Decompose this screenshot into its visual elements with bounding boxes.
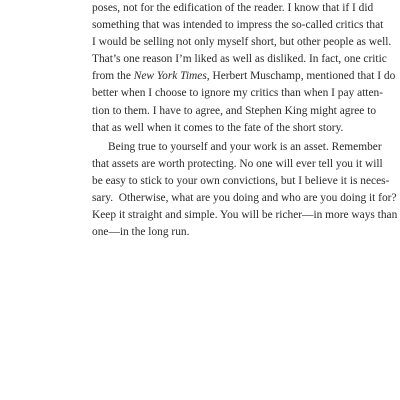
line-5-prefix: from the	[92, 70, 134, 83]
paragraph-1-line-3: I would be selling not only myself short, but other people as well.	[92, 36, 392, 49]
paragraph-2	[92, 139, 398, 242]
paragraph-1-line-5	[92, 68, 396, 85]
paragraph-1	[92, 0, 396, 137]
publication-title: New York Times	[133, 70, 207, 83]
line-5-suffix: , Herbert Muschamp, mentioned that I do	[206, 70, 396, 83]
paragraph-1-line-8: that as well when it comes to the fate of the short story.	[92, 121, 344, 134]
paragraph-2-line-6: one—in the long run.	[92, 226, 190, 239]
paragraph-1-line-6: better when I choose to ignore my critics than when I pay atten-	[92, 87, 383, 100]
paragraph-1-line-1: poses, not for the edification of the reader. I know that if I did	[92, 2, 374, 14]
paragraph-1-line-7: tion to them. I have to agree, and Stephen King might agree to	[92, 104, 377, 117]
paragraph-2-line-4: sary. Otherwise, what are you doing and who are you doing it for?	[92, 192, 397, 205]
body-text	[92, 0, 398, 241]
paragraph-2-line-2: that assets are worth protecting. No one will ever tell you it will	[92, 157, 383, 170]
paragraph-2-line-3: be easy to stick to your own convictions, but I believe it is neces-	[92, 174, 390, 187]
paragraph-1-line-4: That’s one reason I’m liked as well as disliked. In fact, one critic	[92, 53, 387, 66]
paragraph-2-line-1: Being true to yourself and your work is an asset. Remember	[108, 140, 382, 153]
paragraph-2-line-5: Keep it straight and simple. You will be richer—in more ways than	[92, 209, 398, 222]
paragraph-1-line-2: something that was intended to impress the so-called critics that	[92, 19, 384, 32]
